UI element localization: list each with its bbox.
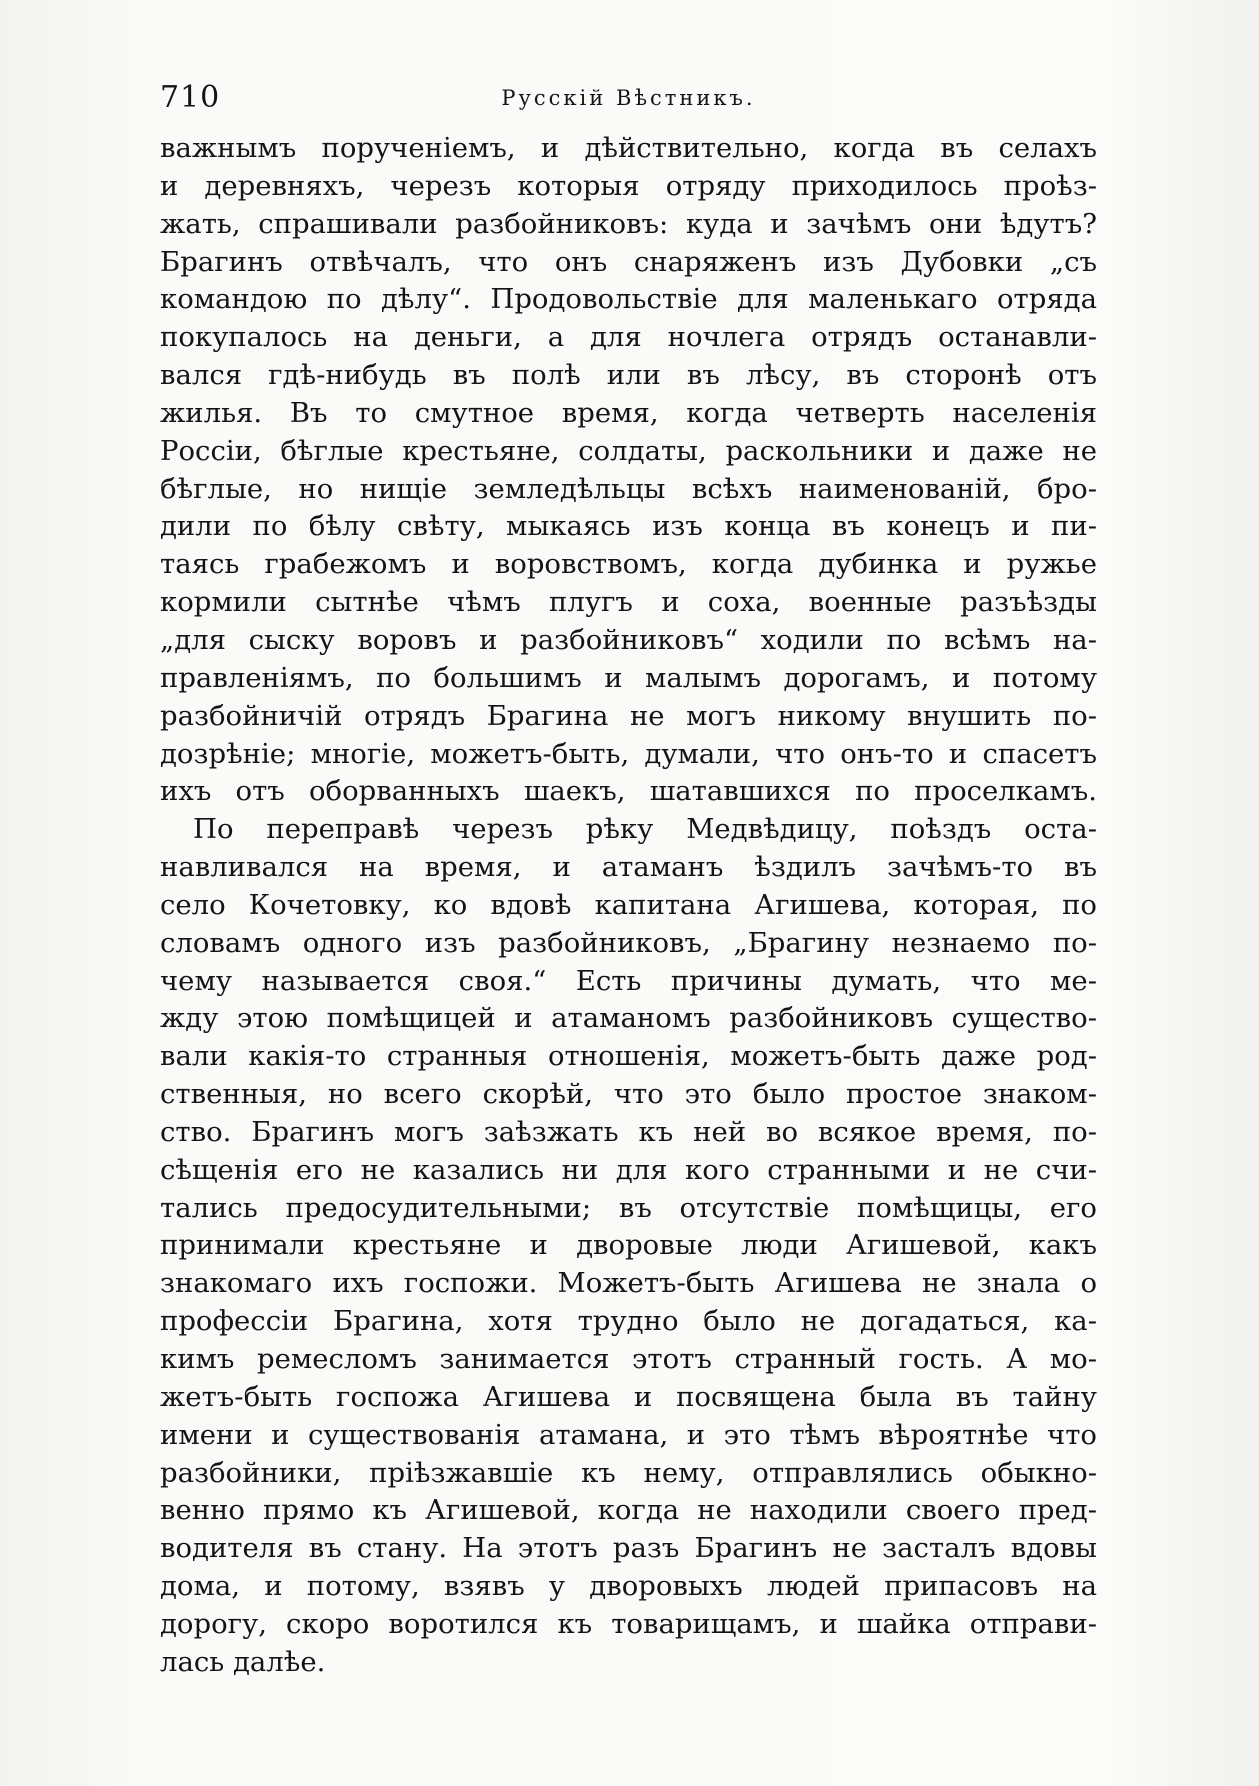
text-line: таясь грабежомъ и воровствомъ, когда дубинка и ружье [160,548,1097,581]
page-number: 710 [160,80,221,115]
text-line: село Кочетовку, ко вдовѣ капитана Агишева, которая, по [160,888,1097,921]
text-line: имени и существованія атамана, и это тѣмъ вѣроятнѣе что [160,1418,1097,1451]
text-line: жилья. Въ то смутное время, когда четверть населенія [160,396,1097,429]
text-line: жать, спрашивали разбойниковъ: куда и зачѣмъ они ѣдутъ? [160,207,1097,240]
text-line: командою по дѣлу“. Продовольствіе для маленькаго отряда [160,283,1097,316]
running-title: Русскій Вѣстникъ. [501,86,756,110]
text-line: кимъ ремесломъ занимается этотъ странный гость. А мо- [160,1343,1097,1375]
text-line: тались предосудительными; въ отсутствіе помѣщицы, его [160,1191,1097,1224]
text-line: сѣщенія его не казались ни для кого странными и не счи- [160,1153,1097,1186]
text-line: и деревняхъ, черезъ которыя отряду приходилось проѣз- [160,169,1097,202]
text-line: дорогу, скоро воротился къ товарищамъ, и шайка отправи- [160,1607,1097,1640]
text-line: навливался на время, и атаманъ ѣздилъ зачѣмъ-то въ [160,851,1097,884]
text-line: правленіямъ, по большимъ и малымъ дорогамъ, и потому [160,661,1097,694]
body-text [160,130,1097,1682]
text-line: дили по бѣлу свѣту, мыкаясь изъ конца въ конецъ и пи- [160,510,1097,543]
text-line: разбойники, пріѣзжавшіе къ нему, отправлялись обыкно- [160,1456,1097,1489]
text-line: вался гдѣ-нибудь въ полѣ или въ лѣсу, въ сторонѣ отъ [160,359,1097,392]
text-line: покупалось на деньги, а для ночлега отрядъ останавли- [160,321,1097,354]
text-line: вали какія-то странныя отношенія, можетъ-быть даже род- [160,1040,1097,1073]
text-line: разбойничій отрядъ Брагина не могъ никому внушить по- [160,699,1097,732]
text-line: венно прямо къ Агишевой, когда не находили своего пред- [160,1494,1097,1527]
text-line: ихъ отъ оборванныхъ шаекъ, шатавшихся по проселкамъ. [160,775,1097,808]
text-line: водителя въ стану. На этотъ разъ Брагинъ не засталъ вдовы [160,1532,1097,1565]
text-line: жетъ-быть госпожа Агишева и посвящена была въ тайну [160,1380,1097,1413]
text-line: ство. Брагинъ могъ заѣзжать къ ней во всякое время, по- [160,1115,1097,1148]
text-line: жду этою помѣщицей и атаманомъ разбойниковъ существо- [160,1002,1097,1035]
text-line: „для сыску воровъ и разбойниковъ“ ходили по всѣмъ на- [160,623,1097,656]
text-line: знакомаго ихъ госпожи. Можетъ-быть Агишева не знала о [160,1267,1097,1300]
text-line: принимали крестьяне и дворовые люди Агишевой, какъ [160,1229,1097,1262]
text-line: важнымъ порученіемъ, и дѣйствительно, когда въ селахъ [160,132,1097,164]
paragraph-end-line: лась далѣе. [160,1645,326,1678]
text-line: Брагинъ отвѣчалъ, что онъ снаряженъ изъ Дубовки „съ [160,245,1097,278]
text-line: кормили сытнѣе чѣмъ плугъ и соха, военные разъѣзды [160,586,1097,619]
text-line: словамъ одного изъ разбойниковъ, „Брагину незнаемо по- [160,926,1097,959]
text-line: дозрѣніе; многіе, можетъ-быть, думали, что онъ-то и спасетъ [160,737,1097,770]
text-line: чему называется своя.“ Есть причины думать, что ме- [160,964,1097,997]
text-line: профессіи Брагина, хотя трудно было не догадаться, ка- [160,1305,1097,1338]
text-line: бѣглые, но нищіе земледѣльцы всѣхъ наименованій, бро- [160,472,1097,505]
page-header [160,78,1097,118]
paragraph-start-line: По переправѣ черезъ рѣку Медвѣдицу, поѣздъ оста- [193,813,1097,846]
text-line: дома, и потому, взявъ у дворовыхъ людей припасовъ на [160,1570,1097,1603]
text-line: Россіи, бѣглые крестьяне, солдаты, раскольники и даже не [160,434,1097,467]
text-line: ственныя, но всего скорѣй, что это было простое знаком- [160,1078,1097,1111]
